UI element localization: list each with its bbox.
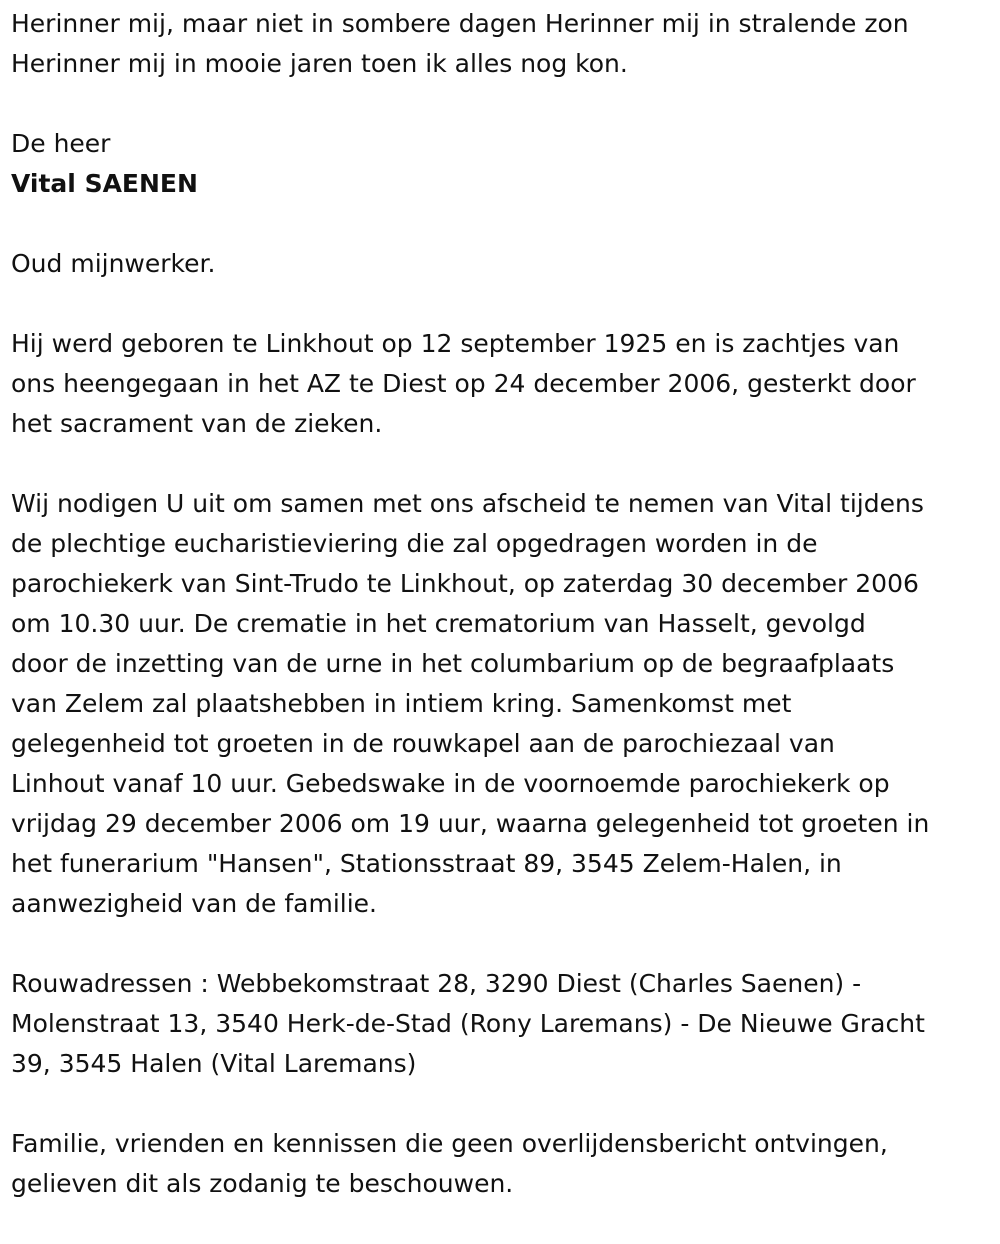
ceremony-line: door de inzetting van de urne in het columbarium op de begraafplaats xyxy=(11,649,895,678)
addresses-paragraph xyxy=(11,964,996,1084)
motto-paragraph xyxy=(11,4,996,84)
ceremony-paragraph xyxy=(11,484,996,924)
obituary-document xyxy=(11,4,996,1244)
ceremony-line: van Zelem zal plaatshebben in intiem kring. Samenkomst met xyxy=(11,689,792,718)
ceremony-line: gelegenheid tot groeten in de rouwkapel aan de parochiezaal van xyxy=(11,729,835,758)
ceremony-line: Wij nodigen U uit om samen met ons afscheid te nemen van Vital tijdens xyxy=(11,489,924,518)
ceremony-line: de plechtige eucharistieviering die zal opgedragen worden in de xyxy=(11,529,818,558)
ceremony-line: aanwezigheid van de familie. xyxy=(11,889,377,918)
birth-death-line: Hij werd geboren te Linkhout op 12 september 1925 en is zachtjes van xyxy=(11,329,900,358)
closing-line: Familie, vrienden en kennissen die geen overlijdensbericht ontvingen, xyxy=(11,1129,888,1158)
deceased-name: Vital SAENEN xyxy=(11,169,198,198)
addresses-line: 39, 3545 Halen (Vital Laremans) xyxy=(11,1049,417,1078)
motto-line: Herinner mij, maar niet in sombere dagen Herinner mij in stralende zon xyxy=(11,9,909,38)
motto-line: Herinner mij in mooie jaren toen ik alles nog kon. xyxy=(11,49,628,78)
closing-paragraph xyxy=(11,1124,996,1204)
salutation: De heer xyxy=(11,129,111,158)
ceremony-line: vrijdag 29 december 2006 om 19 uur, waarna gelegenheid tot groeten in xyxy=(11,809,930,838)
deceased-name-paragraph xyxy=(11,164,996,204)
ceremony-line: Linhout vanaf 10 uur. Gebedswake in de voornoemde parochiekerk op xyxy=(11,769,890,798)
closing-line: gelieven dit als zodanig te beschouwen. xyxy=(11,1169,514,1198)
birth-death-line: het sacrament van de zieken. xyxy=(11,409,383,438)
addresses-line: Rouwadressen : Webbekomstraat 28, 3290 Diest (Charles Saenen) - xyxy=(11,969,862,998)
birth-death-line: ons heengegaan in het AZ te Diest op 24 december 2006, gesterkt door xyxy=(11,369,916,398)
occupation: Oud mijnwerker. xyxy=(11,249,216,278)
ceremony-line: parochiekerk van Sint-Trudo te Linkhout, op zaterdag 30 december 2006 xyxy=(11,569,919,598)
ceremony-line: het funerarium "Hansen", Stationsstraat 89, 3545 Zelem-Halen, in xyxy=(11,849,842,878)
addresses-line: Molenstraat 13, 3540 Herk-de-Stad (Rony Laremans) - De Nieuwe Gracht xyxy=(11,1009,925,1038)
ceremony-line: om 10.30 uur. De crematie in het crematorium van Hasselt, gevolgd xyxy=(11,609,866,638)
birth-death-paragraph xyxy=(11,324,996,444)
